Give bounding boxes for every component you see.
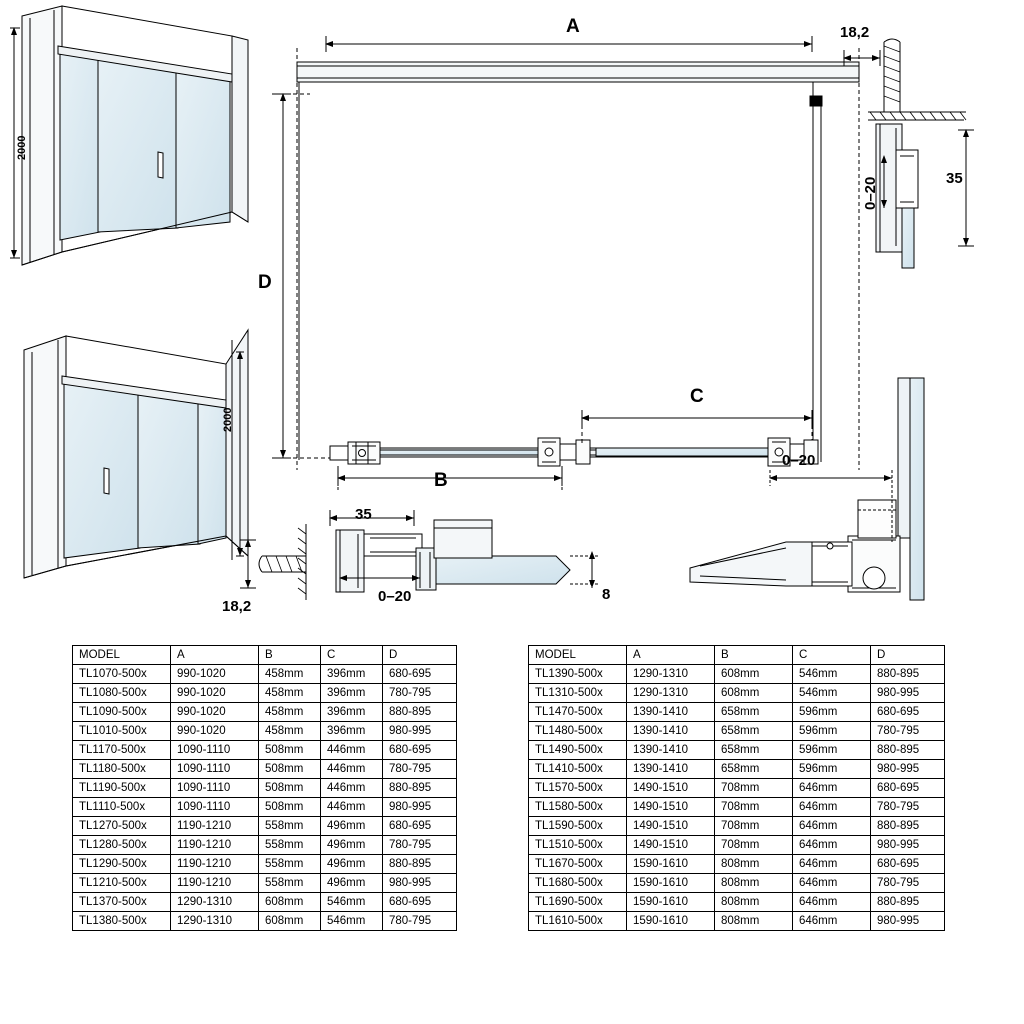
cell-value: 1190-1210 <box>171 874 259 893</box>
cell-value: 608mm <box>715 665 793 684</box>
table-row <box>529 684 945 703</box>
cell-value: 708mm <box>715 798 793 817</box>
cell-value: 646mm <box>793 836 871 855</box>
cell-value: 508mm <box>259 779 321 798</box>
col-b: B <box>715 646 793 665</box>
cell-value: 596mm <box>793 703 871 722</box>
cell-value: 496mm <box>321 836 383 855</box>
cell-value: 646mm <box>793 855 871 874</box>
col-d: D <box>383 646 457 665</box>
cell-value: 1290-1310 <box>171 912 259 931</box>
cell-model: TL1410-500x <box>529 760 627 779</box>
cell-value: 508mm <box>259 741 321 760</box>
iso-view-top <box>10 6 248 265</box>
cell-value: 1490-1510 <box>627 836 715 855</box>
cell-value: 1290-1310 <box>627 684 715 703</box>
cell-value: 980-995 <box>383 722 457 741</box>
table-row <box>529 722 945 741</box>
table-row <box>73 874 457 893</box>
cell-value: 558mm <box>259 836 321 855</box>
cell-value: 608mm <box>259 912 321 931</box>
cell-value: 1390-1410 <box>627 722 715 741</box>
cell-value: 808mm <box>715 874 793 893</box>
cell-value: 658mm <box>715 703 793 722</box>
cell-model: TL1310-500x <box>529 684 627 703</box>
cell-value: 808mm <box>715 912 793 931</box>
cell-value: 1190-1210 <box>171 836 259 855</box>
cell-model: TL1270-500x <box>73 817 171 836</box>
model-table-right <box>528 645 945 931</box>
cell-model: TL1570-500x <box>529 779 627 798</box>
table-row <box>73 798 457 817</box>
cell-value: 880-895 <box>383 855 457 874</box>
cell-value: 980-995 <box>383 874 457 893</box>
dimension-label-d: D <box>258 272 272 293</box>
table-row <box>529 798 945 817</box>
adjust-top-label: 0–20 <box>862 176 879 210</box>
table-row <box>73 912 457 931</box>
table-row <box>73 760 457 779</box>
cell-value: 446mm <box>321 798 383 817</box>
col-a: A <box>627 646 715 665</box>
cell-value: 1390-1410 <box>627 741 715 760</box>
model-table-left <box>72 645 457 931</box>
cell-value: 546mm <box>321 912 383 931</box>
cell-value: 546mm <box>321 893 383 912</box>
table-row <box>73 722 457 741</box>
cell-model: TL1390-500x <box>529 665 627 684</box>
cell-value: 680-695 <box>871 703 945 722</box>
cell-value: 658mm <box>715 741 793 760</box>
cell-value: 680-695 <box>383 817 457 836</box>
adjust-right-label: 0–20 <box>782 452 816 469</box>
dimension-label-b: B <box>434 470 448 491</box>
table-row <box>73 893 457 912</box>
col-a: A <box>171 646 259 665</box>
cell-value: 1290-1310 <box>171 893 259 912</box>
table-row <box>73 817 457 836</box>
cell-model: TL1480-500x <box>529 722 627 741</box>
cell-value: 1590-1610 <box>627 893 715 912</box>
cell-value: 780-795 <box>871 722 945 741</box>
cell-model: TL1190-500x <box>73 779 171 798</box>
cell-value: 458mm <box>259 703 321 722</box>
cell-model: TL1510-500x <box>529 836 627 855</box>
cell-value: 808mm <box>715 893 793 912</box>
cell-value: 1590-1610 <box>627 874 715 893</box>
iso-view-bottom <box>24 330 248 578</box>
cell-value: 780-795 <box>383 836 457 855</box>
cell-value: 646mm <box>793 817 871 836</box>
cell-value: 646mm <box>793 874 871 893</box>
cell-value: 396mm <box>321 665 383 684</box>
cell-value: 780-795 <box>383 760 457 779</box>
cell-value: 680-695 <box>383 741 457 760</box>
table-row <box>529 836 945 855</box>
cell-value: 458mm <box>259 665 321 684</box>
cell-value: 496mm <box>321 874 383 893</box>
table-row <box>529 760 945 779</box>
table-body-right <box>529 665 945 931</box>
table-row <box>529 741 945 760</box>
col-model: MODEL <box>73 646 171 665</box>
cell-value: 980-995 <box>871 760 945 779</box>
detail-top-right <box>844 39 974 268</box>
cell-value: 880-895 <box>871 893 945 912</box>
cell-value: 596mm <box>793 722 871 741</box>
cell-value: 1290-1310 <box>627 665 715 684</box>
adjust-bottom-label: 0–20 <box>378 588 412 605</box>
cell-value: 780-795 <box>383 684 457 703</box>
col-b: B <box>259 646 321 665</box>
cell-value: 680-695 <box>871 779 945 798</box>
table-row <box>529 665 945 684</box>
col-c: C <box>793 646 871 665</box>
table-body-left <box>73 665 457 931</box>
plan-view <box>272 36 859 490</box>
cell-model: TL1090-500x <box>73 703 171 722</box>
cell-value: 508mm <box>259 798 321 817</box>
profile-depth-bottom-label: 35 <box>355 506 372 523</box>
table-header-row <box>529 646 945 665</box>
cell-value: 1090-1110 <box>171 779 259 798</box>
table-header-row <box>73 646 457 665</box>
cell-model: TL1070-500x <box>73 665 171 684</box>
cell-model: TL1180-500x <box>73 760 171 779</box>
dimension-label-c: C <box>690 386 704 407</box>
table-row <box>73 665 457 684</box>
cell-model: TL1380-500x <box>73 912 171 931</box>
cell-value: 680-695 <box>871 855 945 874</box>
cell-value: 496mm <box>321 855 383 874</box>
profile-width-top-label: 18,2 <box>840 24 870 41</box>
cell-value: 990-1020 <box>171 665 259 684</box>
cell-value: 658mm <box>715 760 793 779</box>
cell-value: 1490-1510 <box>627 779 715 798</box>
cell-value: 508mm <box>259 760 321 779</box>
col-d: D <box>871 646 945 665</box>
cell-value: 1390-1410 <box>627 760 715 779</box>
cell-value: 446mm <box>321 760 383 779</box>
cell-value: 1490-1510 <box>627 817 715 836</box>
table-row <box>73 836 457 855</box>
glass-thickness-label: 8 <box>602 586 611 603</box>
cell-value: 458mm <box>259 722 321 741</box>
cell-value: 708mm <box>715 817 793 836</box>
cell-value: 558mm <box>259 817 321 836</box>
table-row <box>73 741 457 760</box>
cell-value: 1190-1210 <box>171 817 259 836</box>
cell-value: 1090-1110 <box>171 798 259 817</box>
cell-model: TL1680-500x <box>529 874 627 893</box>
cell-value: 1090-1110 <box>171 760 259 779</box>
cell-value: 396mm <box>321 684 383 703</box>
cell-model: TL1110-500x <box>73 798 171 817</box>
cell-value: 990-1020 <box>171 722 259 741</box>
cell-value: 708mm <box>715 836 793 855</box>
cell-value: 1190-1210 <box>171 855 259 874</box>
cell-value: 596mm <box>793 760 871 779</box>
cell-value: 646mm <box>793 798 871 817</box>
table-row <box>73 855 457 874</box>
cell-value: 680-695 <box>383 665 457 684</box>
cell-model: TL1010-500x <box>73 722 171 741</box>
table-row <box>529 893 945 912</box>
cell-model: TL1080-500x <box>73 684 171 703</box>
cell-model: TL1610-500x <box>529 912 627 931</box>
cell-model: TL1490-500x <box>529 741 627 760</box>
cell-value: 880-895 <box>871 741 945 760</box>
cell-value: 680-695 <box>383 893 457 912</box>
cell-value: 558mm <box>259 855 321 874</box>
cell-model: TL1590-500x <box>529 817 627 836</box>
cell-model: TL1690-500x <box>529 893 627 912</box>
cell-model: TL1210-500x <box>73 874 171 893</box>
dimension-label-a: A <box>566 16 580 37</box>
table-row <box>529 817 945 836</box>
cell-value: 880-895 <box>383 703 457 722</box>
table-row <box>529 874 945 893</box>
cell-value: 808mm <box>715 855 793 874</box>
profile-width-bottom-label: 18,2 <box>222 598 252 615</box>
cell-value: 880-895 <box>871 817 945 836</box>
height-label-top: 2000 <box>16 135 28 160</box>
cell-value: 658mm <box>715 722 793 741</box>
cell-value: 1590-1610 <box>627 912 715 931</box>
cell-value: 980-995 <box>871 912 945 931</box>
table-row <box>73 684 457 703</box>
cell-value: 646mm <box>793 779 871 798</box>
cell-value: 980-995 <box>871 836 945 855</box>
cell-value: 546mm <box>793 684 871 703</box>
cell-model: TL1470-500x <box>529 703 627 722</box>
cell-value: 596mm <box>793 741 871 760</box>
cell-value: 396mm <box>321 722 383 741</box>
col-c: C <box>321 646 383 665</box>
cell-value: 990-1020 <box>171 703 259 722</box>
cell-value: 608mm <box>259 893 321 912</box>
cell-value: 396mm <box>321 703 383 722</box>
cell-model: TL1370-500x <box>73 893 171 912</box>
cell-value: 1590-1610 <box>627 855 715 874</box>
col-model: MODEL <box>529 646 627 665</box>
cell-value: 880-895 <box>871 665 945 684</box>
cell-value: 708mm <box>715 779 793 798</box>
cell-value: 608mm <box>715 684 793 703</box>
table-row <box>529 703 945 722</box>
detail-roller <box>690 378 924 600</box>
cell-value: 780-795 <box>871 798 945 817</box>
cell-value: 780-795 <box>383 912 457 931</box>
table-row <box>529 779 945 798</box>
table-row <box>529 855 945 874</box>
cell-value: 990-1020 <box>171 684 259 703</box>
cell-value: 1090-1110 <box>171 741 259 760</box>
cell-value: 980-995 <box>383 798 457 817</box>
height-label-bottom: 2000 <box>222 407 234 432</box>
cell-model: TL1170-500x <box>73 741 171 760</box>
cell-value: 646mm <box>793 893 871 912</box>
detail-bottom-left <box>240 510 600 600</box>
cell-value: 546mm <box>793 665 871 684</box>
cell-value: 496mm <box>321 817 383 836</box>
cell-value: 458mm <box>259 684 321 703</box>
cell-model: TL1290-500x <box>73 855 171 874</box>
cell-value: 880-895 <box>383 779 457 798</box>
table-row <box>73 703 457 722</box>
cell-model: TL1280-500x <box>73 836 171 855</box>
cell-value: 980-995 <box>871 684 945 703</box>
cell-value: 446mm <box>321 779 383 798</box>
cell-value: 646mm <box>793 912 871 931</box>
cell-model: TL1580-500x <box>529 798 627 817</box>
cell-value: 1390-1410 <box>627 703 715 722</box>
table-row <box>73 779 457 798</box>
cell-model: TL1670-500x <box>529 855 627 874</box>
cell-value: 446mm <box>321 741 383 760</box>
profile-depth-top-label: 35 <box>946 170 963 187</box>
cell-value: 1490-1510 <box>627 798 715 817</box>
cell-value: 558mm <box>259 874 321 893</box>
table-row <box>529 912 945 931</box>
cell-value: 780-795 <box>871 874 945 893</box>
